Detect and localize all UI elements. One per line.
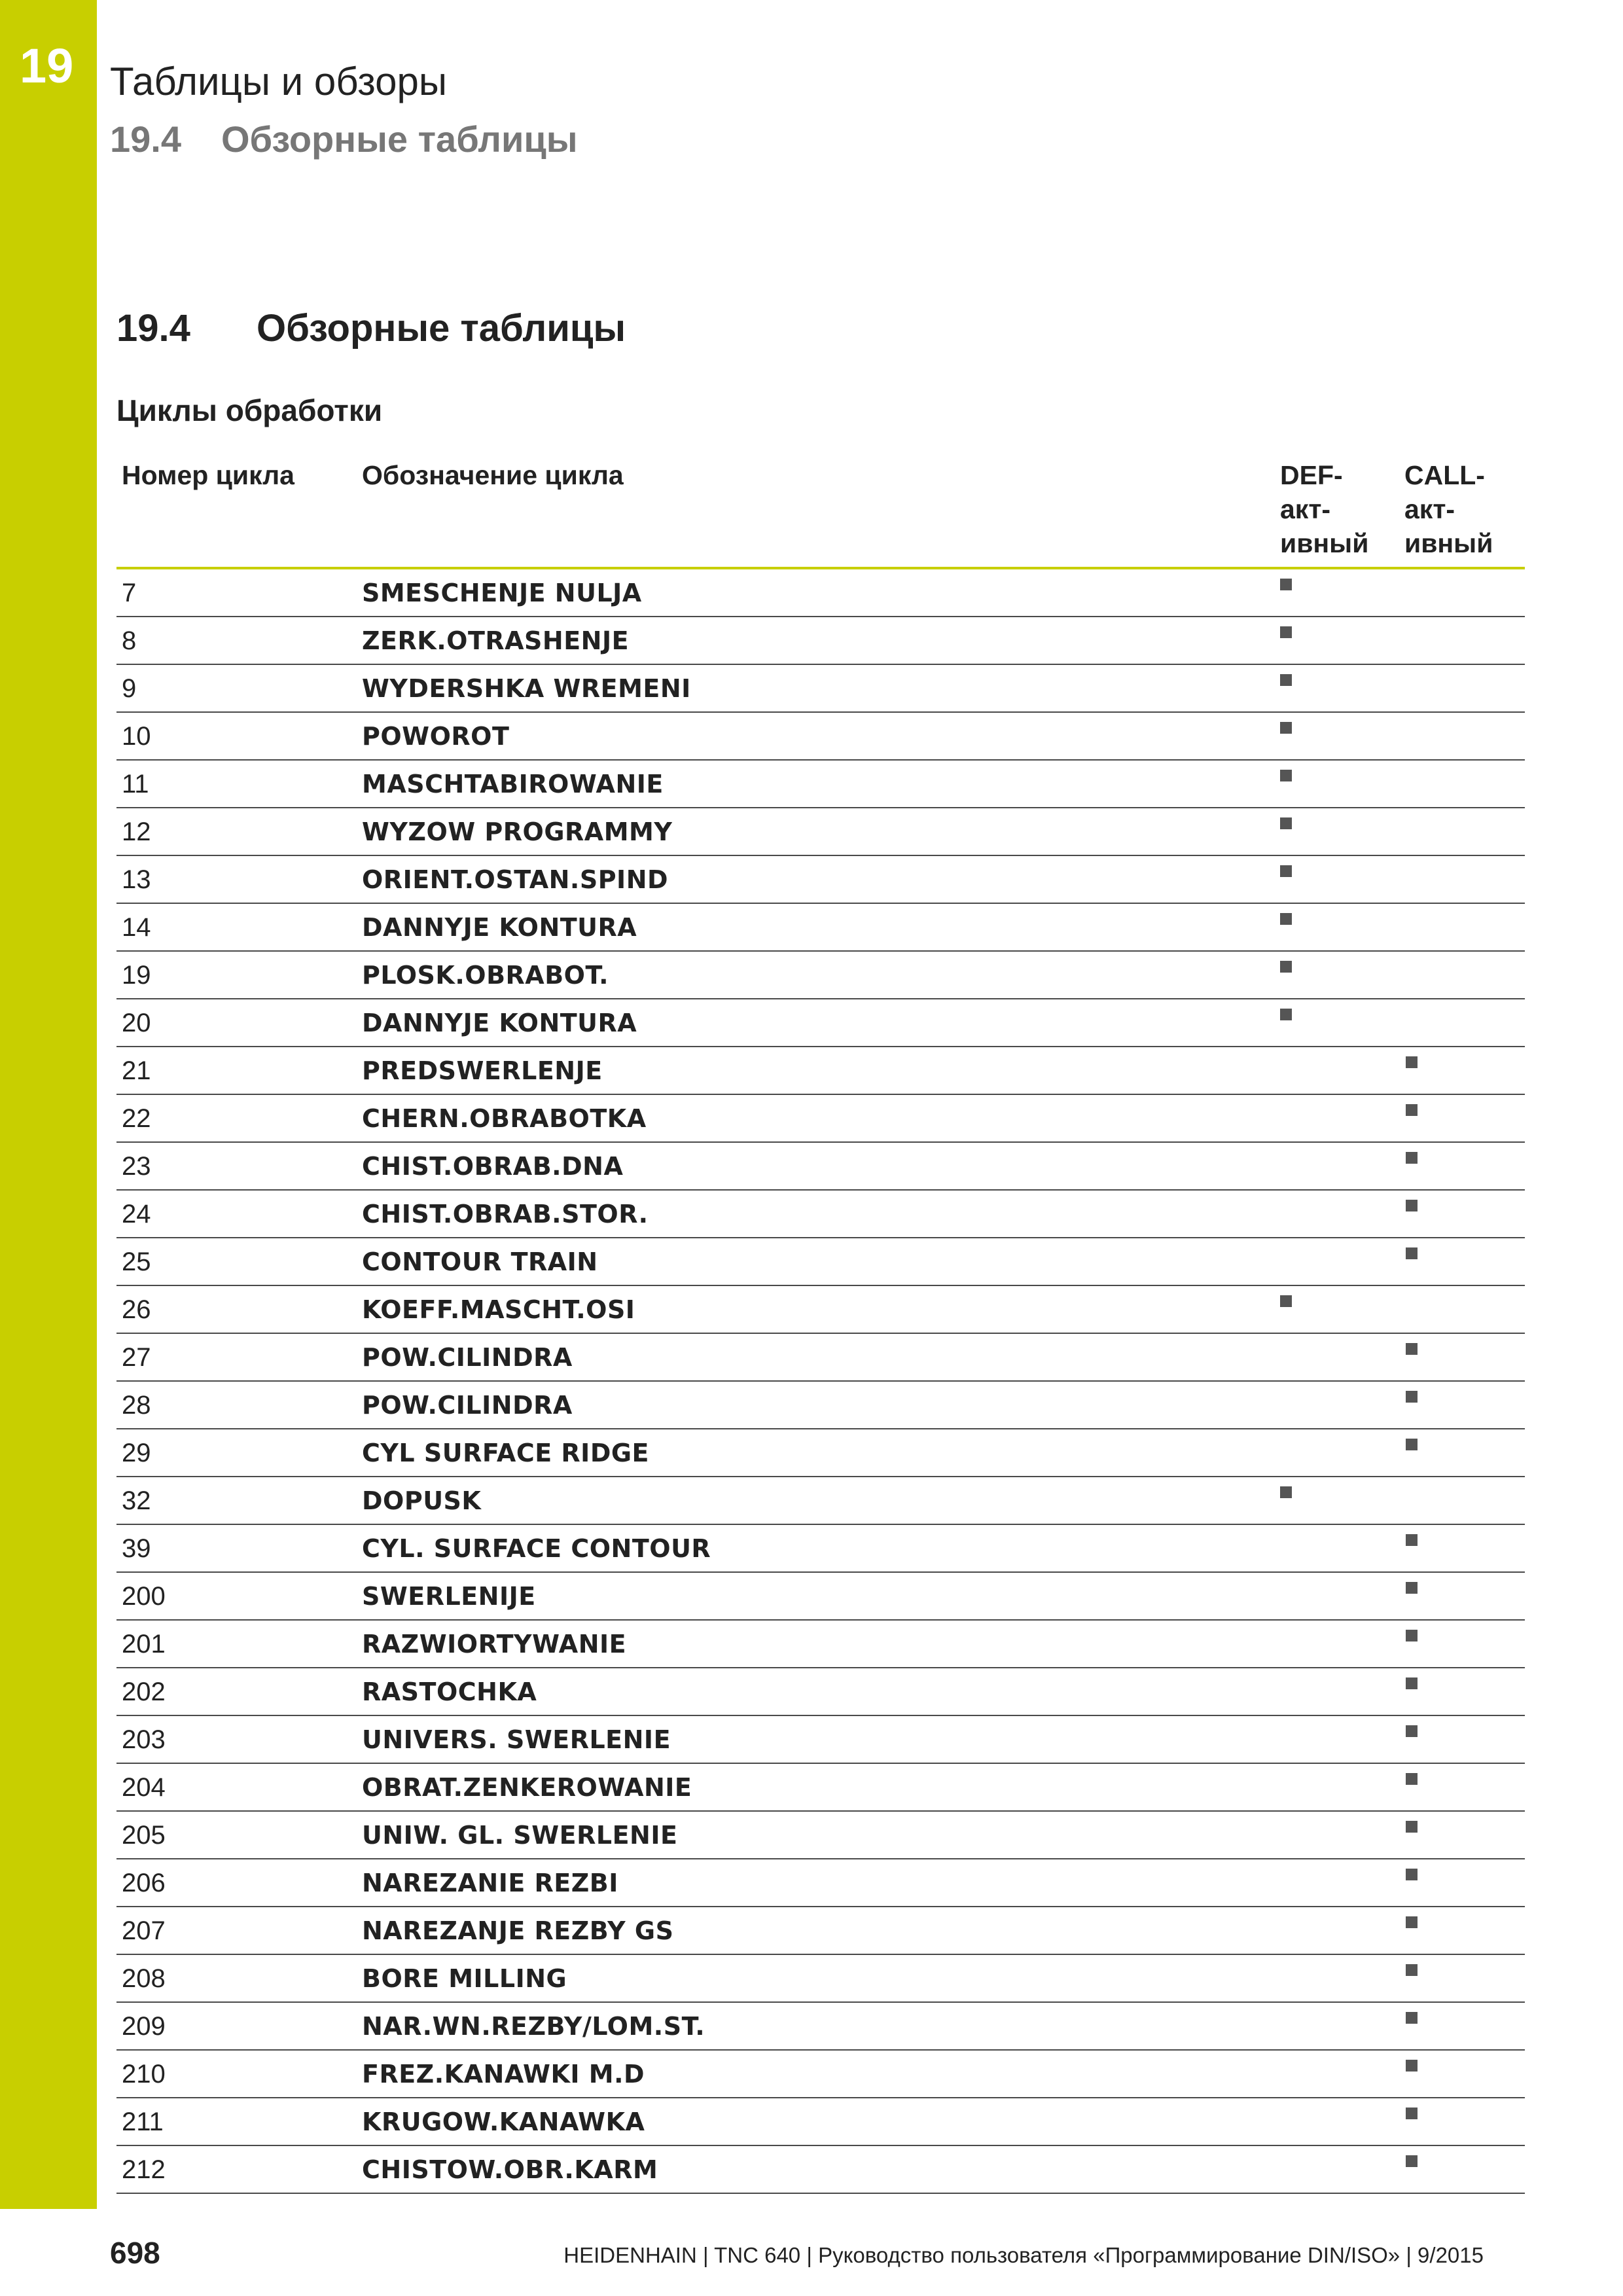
table-row bbox=[116, 1907, 1525, 1955]
cycle-name: MASCHTABIROWANIE bbox=[362, 770, 664, 798]
cycle-number: 12 bbox=[122, 817, 151, 846]
table-row bbox=[116, 808, 1525, 856]
header-call-line: акт- bbox=[1404, 494, 1455, 524]
def-active-marker-icon bbox=[1280, 674, 1292, 686]
table-row bbox=[116, 1334, 1525, 1382]
table-row bbox=[116, 569, 1525, 617]
cycle-name: DANNYJE KONTURA bbox=[362, 913, 637, 942]
cycle-number: 207 bbox=[122, 1916, 166, 1945]
table-row bbox=[116, 2051, 1525, 2098]
call-active-marker-icon bbox=[1406, 1964, 1418, 1976]
def-active-marker-icon bbox=[1280, 865, 1292, 877]
section-title-text: Обзорные таблицы bbox=[257, 307, 626, 350]
cycle-number: 21 bbox=[122, 1056, 151, 1085]
running-subheader bbox=[110, 118, 578, 160]
call-active-marker-icon bbox=[1406, 1343, 1418, 1355]
cycle-number: 208 bbox=[122, 1964, 166, 1993]
cycle-name: PREDSWERLENJE bbox=[362, 1056, 603, 1085]
cycle-number: 28 bbox=[122, 1391, 151, 1420]
running-subheader-title: Обзорные таблицы bbox=[221, 118, 578, 160]
cycle-number: 200 bbox=[122, 1582, 166, 1611]
cycle-name: RASTOCHKA bbox=[362, 1677, 537, 1706]
cycle-name: POW.CILINDRA bbox=[362, 1391, 573, 1420]
cycle-name: WYZOW PROGRAMMY bbox=[362, 817, 673, 846]
cycle-name: SMESCHENJE NULJA bbox=[362, 579, 642, 607]
cycle-number: 8 bbox=[122, 626, 137, 655]
table-row bbox=[116, 1716, 1525, 1764]
call-active-marker-icon bbox=[1406, 1391, 1418, 1403]
table-row bbox=[116, 1286, 1525, 1334]
def-active-marker-icon bbox=[1280, 1009, 1292, 1020]
table-row bbox=[116, 904, 1525, 952]
call-active-marker-icon bbox=[1406, 1869, 1418, 1880]
cycle-number: 201 bbox=[122, 1630, 166, 1659]
table-row bbox=[116, 952, 1525, 999]
header-call-line: ивный bbox=[1404, 528, 1493, 558]
table-row bbox=[116, 1573, 1525, 1621]
cycle-name: DANNYJE KONTURA bbox=[362, 1009, 637, 1037]
call-active-marker-icon bbox=[1406, 2060, 1418, 2072]
call-active-marker-icon bbox=[1406, 2012, 1418, 2024]
def-active-marker-icon bbox=[1280, 961, 1292, 973]
cycle-number: 10 bbox=[122, 722, 151, 751]
header-call-line: CALL- bbox=[1404, 460, 1485, 490]
cycle-number: 23 bbox=[122, 1152, 151, 1181]
table-row bbox=[116, 1477, 1525, 1525]
call-active-marker-icon bbox=[1406, 1725, 1418, 1737]
call-active-marker-icon bbox=[1406, 2108, 1418, 2119]
running-subheader-number: 19.4 bbox=[110, 118, 181, 160]
cycle-number: 205 bbox=[122, 1821, 166, 1850]
table-row bbox=[116, 2098, 1525, 2146]
def-active-marker-icon bbox=[1280, 722, 1292, 734]
table-row bbox=[116, 713, 1525, 761]
table-header bbox=[116, 458, 1525, 569]
footer-text: HEIDENHAIN | TNC 640 | Руководство пользователя «Программирование DIN/ISO» | 9/2015 bbox=[563, 2243, 1484, 2267]
cycle-number: 202 bbox=[122, 1677, 166, 1706]
cycle-name: WYDERSHKA WREMENI bbox=[362, 674, 691, 703]
cycle-name: ORIENT.OSTAN.SPIND bbox=[362, 865, 669, 894]
cycle-name: CHIST.OBRAB.DNA bbox=[362, 1152, 624, 1181]
cycle-name: RAZWIORTYWANIE bbox=[362, 1630, 627, 1659]
header-def-line: DEF- bbox=[1280, 460, 1343, 490]
call-active-marker-icon bbox=[1406, 1677, 1418, 1689]
cycle-number: 14 bbox=[122, 913, 151, 942]
cycle-name: CONTOUR TRAIN bbox=[362, 1247, 598, 1276]
def-active-marker-icon bbox=[1280, 1295, 1292, 1307]
table-row bbox=[116, 999, 1525, 1047]
table-row bbox=[116, 1429, 1525, 1477]
call-active-marker-icon bbox=[1406, 1582, 1418, 1594]
table-row bbox=[116, 856, 1525, 904]
cycle-name: CHERN.OBRABOTKA bbox=[362, 1104, 647, 1133]
cycle-name: OBRAT.ZENKEROWANIE bbox=[362, 1773, 692, 1802]
table-row bbox=[116, 1238, 1525, 1286]
table-row bbox=[116, 665, 1525, 713]
cycle-name: KOEFF.MASCHT.OSI bbox=[362, 1295, 635, 1324]
table-body bbox=[116, 569, 1525, 2194]
cycle-number: 19 bbox=[122, 961, 151, 990]
table-row bbox=[116, 1859, 1525, 1907]
table-row bbox=[116, 1955, 1525, 2003]
cycles-table bbox=[116, 458, 1525, 2194]
table-row bbox=[116, 761, 1525, 808]
def-active-marker-icon bbox=[1280, 770, 1292, 781]
cycle-number: 24 bbox=[122, 1200, 151, 1229]
cycle-name: CYL. SURFACE CONTOUR bbox=[362, 1534, 711, 1563]
cycle-name: UNIVERS. SWERLENIE bbox=[362, 1725, 671, 1754]
cycle-name: ZERK.OTRASHENJE bbox=[362, 626, 630, 655]
header-def-line: акт- bbox=[1280, 494, 1331, 524]
call-active-marker-icon bbox=[1406, 1104, 1418, 1116]
call-active-marker-icon bbox=[1406, 1534, 1418, 1546]
table-row bbox=[116, 2146, 1525, 2194]
cycle-number: 39 bbox=[122, 1534, 151, 1563]
table-row bbox=[116, 1525, 1525, 1573]
cycle-number: 29 bbox=[122, 1439, 151, 1467]
cycle-name: PLOSK.OBRABOT. bbox=[362, 961, 609, 990]
section-title bbox=[116, 306, 626, 350]
cycle-name: CHISTOW.OBR.KARM bbox=[362, 2155, 658, 2184]
call-active-marker-icon bbox=[1406, 1773, 1418, 1785]
cycle-name: BORE MILLING bbox=[362, 1964, 567, 1993]
def-active-marker-icon bbox=[1280, 817, 1292, 829]
cycle-name: CHIST.OBRAB.STOR. bbox=[362, 1200, 649, 1229]
cycle-number: 22 bbox=[122, 1104, 151, 1133]
table-row bbox=[116, 2003, 1525, 2051]
call-active-marker-icon bbox=[1406, 1247, 1418, 1259]
cycle-number: 204 bbox=[122, 1773, 166, 1802]
header-cycle-name: Обозначение цикла bbox=[362, 460, 624, 490]
table-row bbox=[116, 1143, 1525, 1191]
cycle-number: 209 bbox=[122, 2012, 166, 2041]
call-active-marker-icon bbox=[1406, 1056, 1418, 1068]
call-active-marker-icon bbox=[1406, 1916, 1418, 1928]
table-row bbox=[116, 1047, 1525, 1095]
def-active-marker-icon bbox=[1280, 626, 1292, 638]
subsection-title: Циклы обработки bbox=[116, 393, 383, 427]
table-row bbox=[116, 1095, 1525, 1143]
def-active-marker-icon bbox=[1280, 913, 1292, 925]
cycle-name: KRUGOW.KANAWKA bbox=[362, 2108, 645, 2136]
table-row bbox=[116, 1812, 1525, 1859]
def-active-marker-icon bbox=[1280, 1486, 1292, 1498]
cycle-number: 13 bbox=[122, 865, 151, 894]
cycle-name: NAR.WN.REZBY/LOM.ST. bbox=[362, 2012, 705, 2041]
cycle-number: 211 bbox=[122, 2108, 164, 2136]
cycle-name: SWERLENIJE bbox=[362, 1582, 536, 1611]
call-active-marker-icon bbox=[1406, 1821, 1418, 1833]
chapter-title: Таблицы и обзоры bbox=[110, 60, 447, 103]
cycle-number: 26 bbox=[122, 1295, 151, 1324]
cycle-name: POWOROT bbox=[362, 722, 510, 751]
call-active-marker-icon bbox=[1406, 2155, 1418, 2167]
table-row bbox=[116, 1382, 1525, 1429]
chapter-sidebar bbox=[0, 0, 97, 2209]
call-active-marker-icon bbox=[1406, 1200, 1418, 1211]
cycle-name: CYL SURFACE RIDGE bbox=[362, 1439, 650, 1467]
cycle-name: NAREZANJE REZBY GS bbox=[362, 1916, 674, 1945]
table-row bbox=[116, 1668, 1525, 1716]
call-active-marker-icon bbox=[1406, 1439, 1418, 1450]
header-def-active bbox=[1280, 458, 1398, 560]
cycle-name: NAREZANIE REZBI bbox=[362, 1869, 618, 1897]
cycle-name: POW.CILINDRA bbox=[362, 1343, 573, 1372]
call-active-marker-icon bbox=[1406, 1152, 1418, 1164]
cycle-number: 27 bbox=[122, 1343, 151, 1372]
cycle-number: 212 bbox=[122, 2155, 166, 2184]
table-row bbox=[116, 1191, 1525, 1238]
page-number: 698 bbox=[110, 2236, 160, 2270]
cycle-name: DOPUSK bbox=[362, 1486, 482, 1515]
header-call-active bbox=[1404, 458, 1522, 560]
cycle-number: 11 bbox=[122, 770, 149, 798]
cycle-name: UNIW. GL. SWERLENIE bbox=[362, 1821, 678, 1850]
cycle-number: 7 bbox=[122, 579, 137, 607]
call-active-marker-icon bbox=[1406, 1630, 1418, 1641]
cycle-number: 25 bbox=[122, 1247, 151, 1276]
table-row bbox=[116, 1764, 1525, 1812]
cycle-number: 203 bbox=[122, 1725, 166, 1754]
cycle-number: 32 bbox=[122, 1486, 151, 1515]
cycle-number: 20 bbox=[122, 1009, 151, 1037]
chapter-number: 19 bbox=[20, 39, 74, 93]
cycle-number: 210 bbox=[122, 2060, 166, 2089]
table-row bbox=[116, 1621, 1525, 1668]
section-number: 19.4 bbox=[116, 307, 190, 350]
header-cycle-number: Номер цикла bbox=[122, 460, 294, 490]
cycle-number: 206 bbox=[122, 1869, 166, 1897]
cycle-number: 9 bbox=[122, 674, 137, 703]
table-row bbox=[116, 617, 1525, 665]
header-def-line: ивный bbox=[1280, 528, 1369, 558]
cycle-name: FREZ.KANAWKI M.D bbox=[362, 2060, 645, 2089]
def-active-marker-icon bbox=[1280, 579, 1292, 590]
